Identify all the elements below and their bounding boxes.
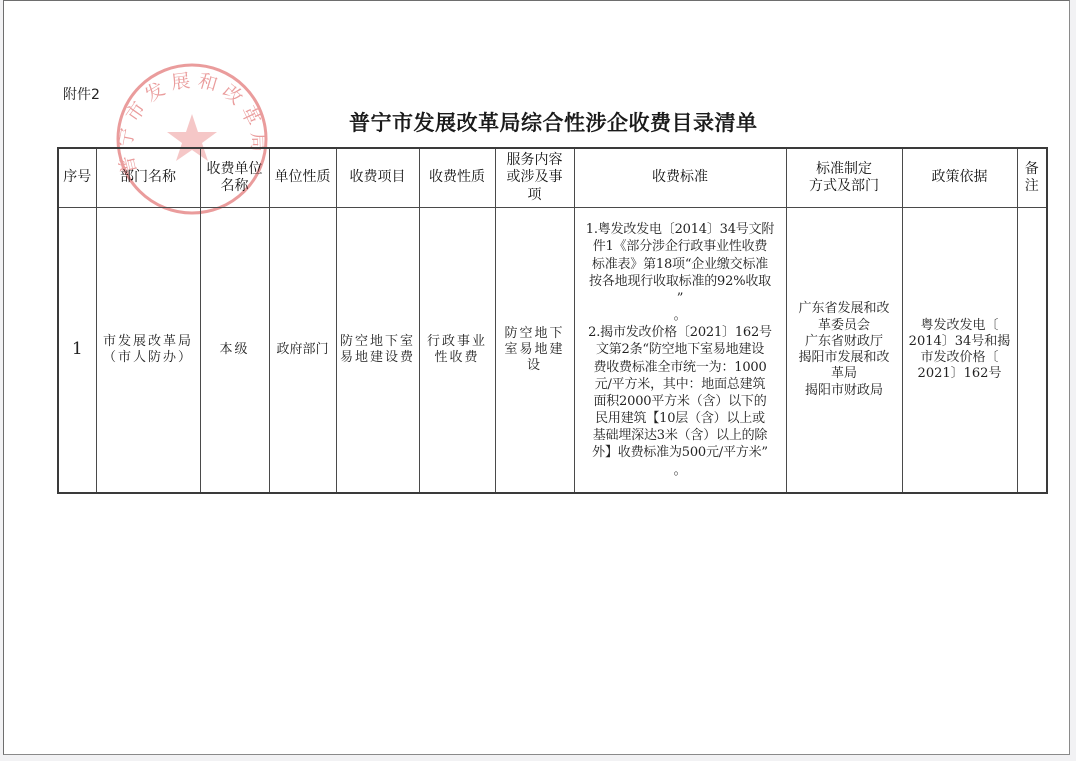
header-service: 服务内容 或涉及事 项 — [495, 148, 574, 208]
cell-seq: 1 — [58, 208, 96, 494]
attachment-label: 附件2 — [63, 87, 100, 103]
cell-service: 防空地下 室易地建 设 — [495, 208, 574, 494]
header-standard: 收费标准 — [574, 148, 786, 208]
header-remark: 备 注 — [1017, 148, 1047, 208]
cell-remark — [1017, 208, 1047, 494]
header-unit: 收费单位 名称 — [200, 148, 269, 208]
table-row — [58, 208, 1047, 494]
cell-basis: 粤发改发电〔 2014〕34号和揭 市发改价格〔 2021〕162号 — [902, 208, 1017, 494]
header-item: 收费项目 — [336, 148, 419, 208]
cell-maker: 广东省发展和改 革委员会 广东省财政厅 揭阳市发展和改 革局 揭阳市财政局 — [786, 208, 902, 494]
document-title: 普宁市发展改革局综合性涉企收费目录清单 — [349, 110, 758, 135]
cell-dept: 市发展改革局 （市人防办） — [96, 208, 200, 494]
document-page — [3, 0, 1070, 755]
cell-item: 防空地下室 易地建设费 — [336, 208, 419, 494]
header-dept: 部门名称 — [96, 148, 200, 208]
header-maker: 标准制定 方式及部门 — [786, 148, 902, 208]
cell-unit: 本级 — [200, 208, 269, 494]
table-header-row — [58, 148, 1047, 208]
cell-unit-type: 政府部门 — [269, 208, 336, 494]
fee-catalog-table — [57, 147, 1048, 494]
cell-fee-type: 行政事业 性收费 — [419, 208, 495, 494]
header-unit-type: 单位性质 — [269, 148, 336, 208]
svg-text:普宁市发展和改革局: 普宁市发展和改革局 — [114, 69, 270, 177]
header-fee-type: 收费性质 — [419, 148, 495, 208]
header-seq: 序号 — [58, 148, 96, 208]
header-basis: 政策依据 — [902, 148, 1017, 208]
cell-standard: 1.粤发改发电〔2014〕34号文附 件1《部分涉企行政事业性收费 标准表》第18项“企业缴交标准 按各地现行收取标准的92%收取 ” 。 2.揭市发改价格〔2021〕162号 文第2条“防空地下室易地建设 费收费标准全市统一为：1000 元/平方米，其中：地面总建筑 面积2000平方米（含）以下的 民用建筑【10层（含）以上或 基础埋深达3米（含）以上的除 外】收费标准为500元/平方米” 。 — [574, 208, 786, 494]
